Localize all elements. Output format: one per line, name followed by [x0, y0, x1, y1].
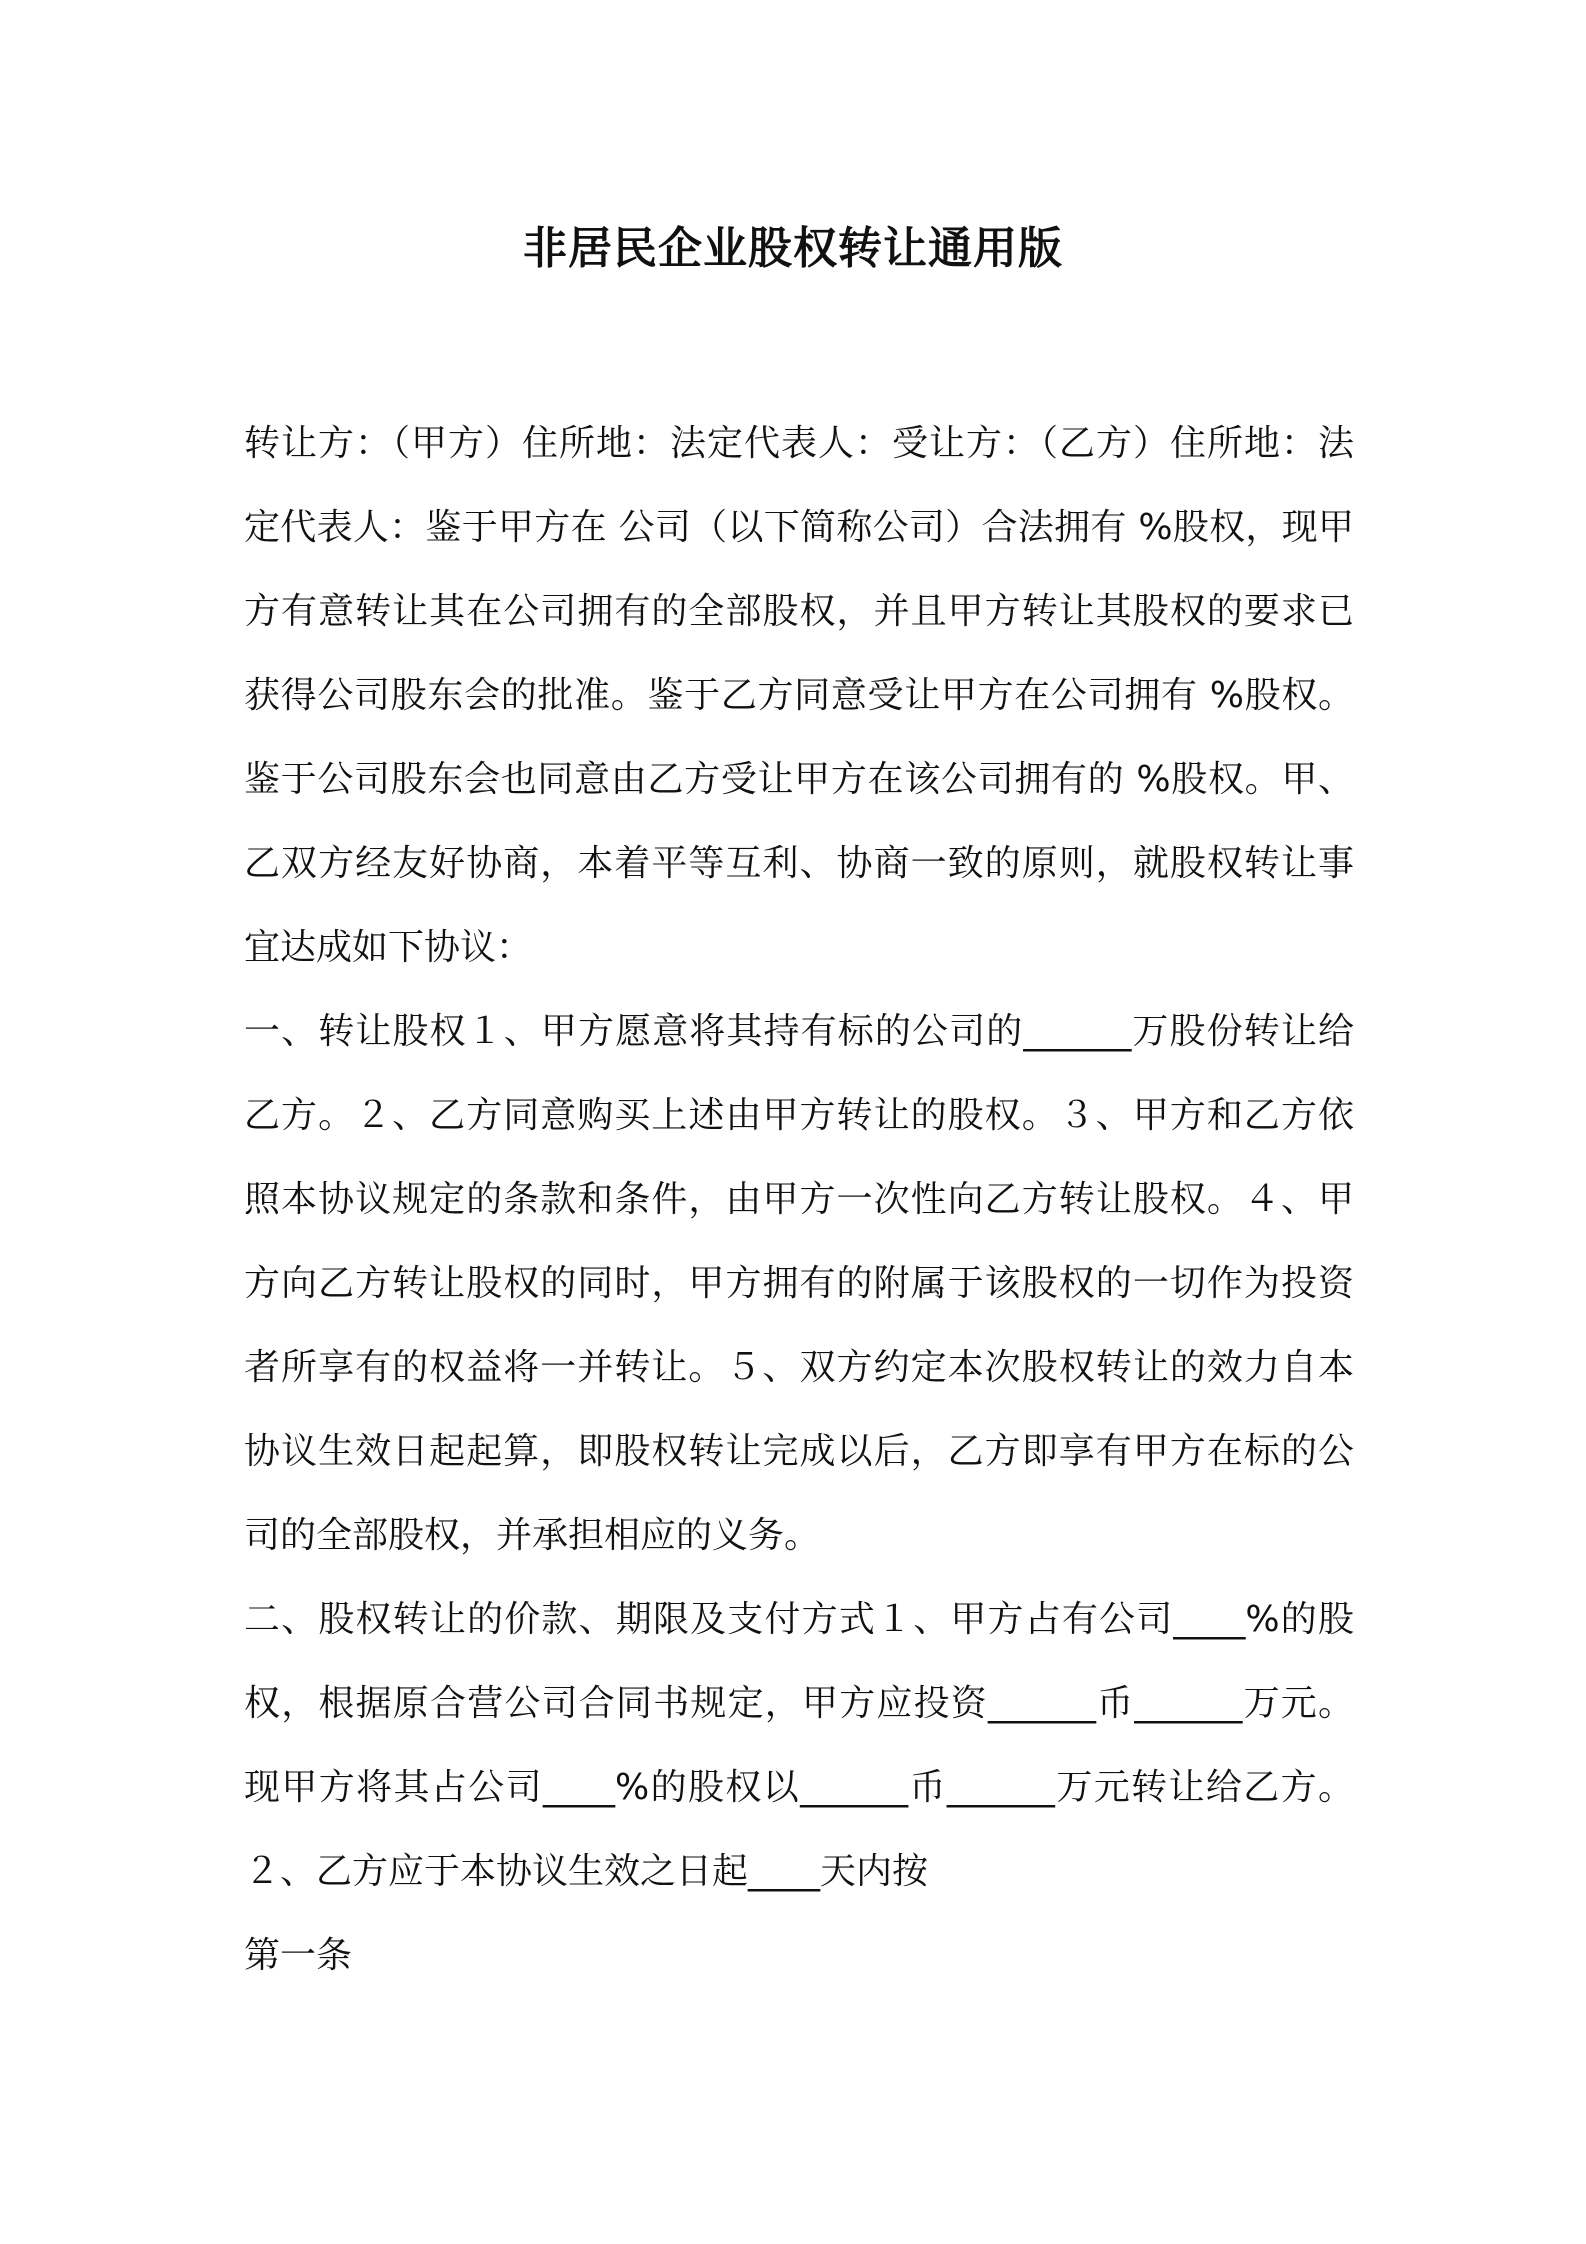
paragraph-section-2: 二、股权转让的价款、期限及支付方式１、甲方占有公司____%的股权，根据原合营公司合同书规定，甲方应投资______币______万元。现甲方将其占公司____%的股权以______币______万元转让给乙方。２、乙方应于本协议生效之日起____天内按: [244, 1599, 1354, 1892]
document-body: [244, 402, 1354, 1998]
document-title: 非居民企业股权转让通用版: [523, 223, 1063, 274]
paragraph-article-1: 第一条: [244, 1935, 353, 1976]
paragraph-preamble: 转让方：（甲方）住所地：法定代表人：受让方：（乙方）住所地：法定代表人：鉴于甲方在 公司（以下简称公司）合法拥有 %股权，现甲方有意转让其在公司拥有的全部股权，并且甲方转让其股权的要求已获得公司股东会的批准。鉴于乙方同意受让甲方在公司拥有 %股权。鉴于公司股东会也同意由乙方受让甲方在该公司拥有的 %股权。甲、乙双方经友好协商，本着平等互利、协商一致的原则，就股权转让事宜达成如下协议：: [244, 423, 1354, 968]
paragraph-section-1: 一、转让股权１、甲方愿意将其持有标的公司的______万股份转让给乙方。２、乙方同意购买上述由甲方转让的股权。３、甲方和乙方依照本协议规定的条款和条件，由甲方一次性向乙方转让股权。４、甲方向乙方转让股权的同时，甲方拥有的附属于该股权的一切作为投资者所享有的权益将一并转让。５、双方约定本次股权转让的效力自本协议生效日起起算，即股权转让完成以后，乙方即享有甲方在标的公司的全部股权，并承担相应的义务。: [244, 1011, 1354, 1556]
